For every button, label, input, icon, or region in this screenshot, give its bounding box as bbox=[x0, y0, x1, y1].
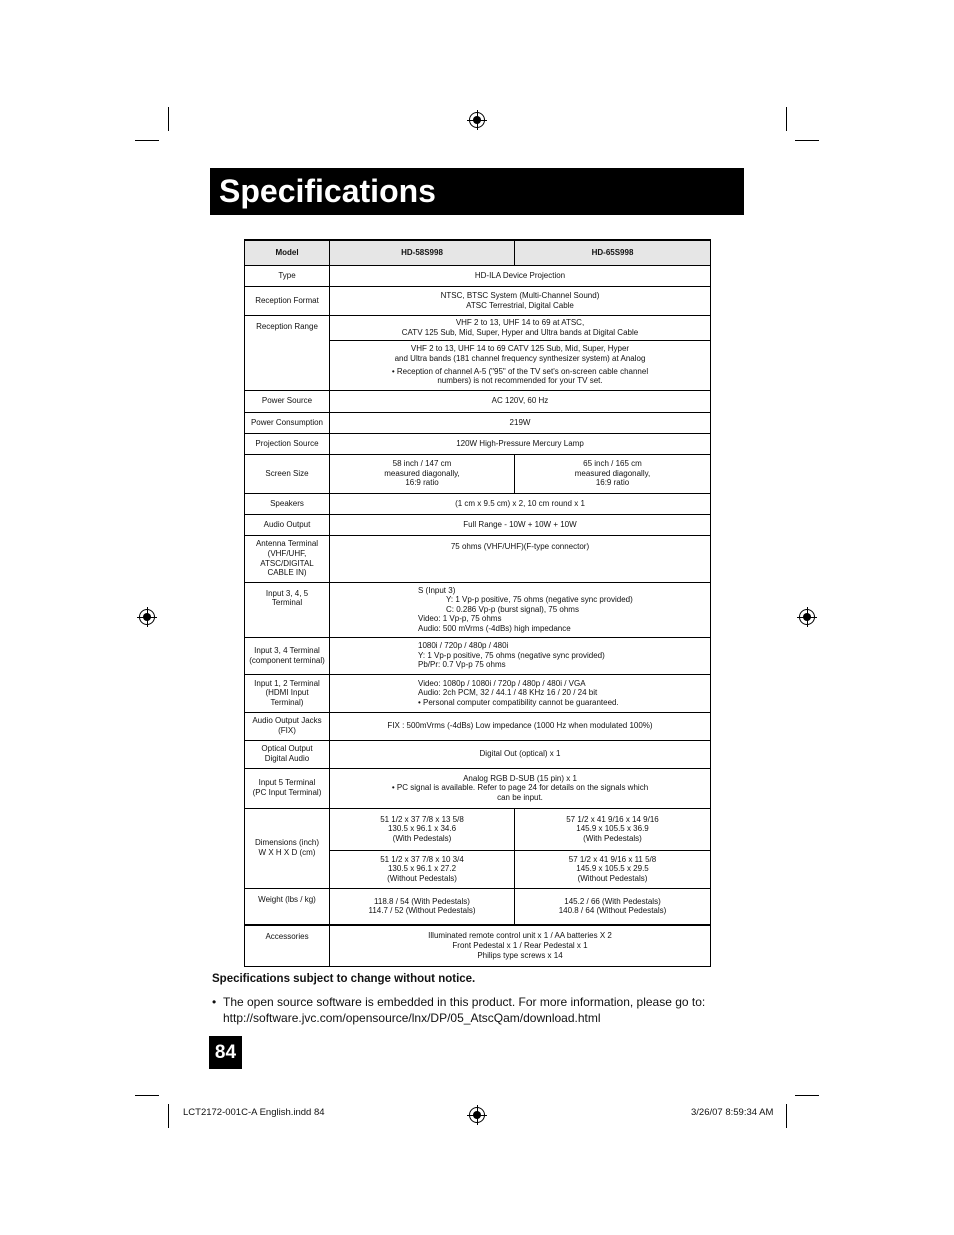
row-value: (1 cm x 9.5 cm) x 2, 10 cm round x 1 bbox=[330, 493, 711, 514]
table-header-row bbox=[245, 240, 711, 265]
table-row bbox=[245, 712, 711, 740]
page-number: 84 bbox=[209, 1036, 242, 1069]
open-source-url[interactable]: http://software.jvc.com/opensource/lnx/DP/05_AtscQam/download.html bbox=[223, 1010, 601, 1025]
header-model: Model bbox=[245, 240, 330, 265]
spec-table bbox=[244, 239, 711, 967]
table-row bbox=[245, 674, 711, 712]
row-label: Audio Output bbox=[245, 514, 330, 535]
table-row bbox=[245, 740, 711, 768]
title-bar bbox=[210, 168, 744, 215]
row-value: VHF 2 to 13, UHF 14 to 69 at ATSC, CATV 125 Sub, Mid, Super, Hyper and Ultra bands at Digital Cable bbox=[330, 315, 711, 340]
row-label: Input 3, 4 Terminal (component terminal) bbox=[245, 637, 330, 674]
footer-timestamp: 3/26/07 8:59:34 AM bbox=[691, 1107, 774, 1118]
crop-mark bbox=[135, 1095, 159, 1096]
registration-mark-icon bbox=[139, 609, 155, 625]
row-value: S (Input 3) Y: 1 Vp-p positive, 75 ohms (negative sync provided) C: 0.286 Vp-p (burst signal), 75 ohms Video: 1 Vp-p, 75 ohms Audio: 500 mVrms (-4dBs) high impedance bbox=[330, 582, 711, 637]
crop-mark bbox=[795, 1095, 819, 1096]
row-value: FIX : 500mVrms (-4dBs) Low impedance (1000 Hz when modulated 100%) bbox=[330, 712, 711, 740]
row-label: Screen Size bbox=[245, 454, 330, 493]
table-row bbox=[245, 808, 711, 850]
row-value: VHF 2 to 13, UHF 14 to 69 CATV 125 Sub, Mid, Super, Hyper and Ultra bands (181 channel frequency synthesizer system) at Analog • Reception of channel A-5 ("95" of the TV set's on-screen cable channel numbers) is not recommended for your TV set. bbox=[330, 340, 711, 390]
row-value-model-1: 58 inch / 147 cm measured diagonally, 16:9 ratio bbox=[330, 454, 515, 493]
table-row bbox=[245, 286, 711, 315]
table-row bbox=[245, 390, 711, 412]
row-value: 1080i / 720p / 480p / 480i Y: 1 Vp-p positive, 75 ohms (negative sync provided) Pb/Pr: 0.7 Vp-p 75 ohms bbox=[330, 637, 711, 674]
row-value: HD-ILA Device Projection bbox=[330, 265, 711, 286]
change-notice: Specifications subject to change without notice. bbox=[212, 973, 476, 985]
table-row bbox=[245, 637, 711, 674]
row-label: Input 3, 4, 5 Terminal bbox=[245, 582, 330, 637]
registration-mark-icon bbox=[469, 1107, 485, 1123]
row-value: 75 ohms (VHF/UHF)(F-type connector) bbox=[330, 535, 711, 582]
row-value: AC 120V, 60 Hz bbox=[330, 390, 711, 412]
row-label: Reception Format bbox=[245, 286, 330, 315]
row-value-model-1: 51 1/2 x 37 7/8 x 13 5/8 130.5 x 96.1 x 34.6 (With Pedestals) bbox=[330, 808, 515, 850]
crop-mark bbox=[786, 107, 787, 131]
table-row bbox=[245, 925, 711, 966]
crop-mark bbox=[168, 107, 169, 131]
table-row bbox=[245, 514, 711, 535]
row-label: Dimensions (inch) W X H X D (cm) bbox=[245, 808, 330, 888]
row-value: 120W High-Pressure Mercury Lamp bbox=[330, 433, 711, 454]
table-row bbox=[245, 582, 711, 637]
page-title: Specifications bbox=[219, 173, 436, 209]
registration-mark-icon bbox=[799, 609, 815, 625]
row-label: Power Consumption bbox=[245, 412, 330, 433]
crop-mark bbox=[135, 140, 159, 141]
row-value: NTSC, BTSC System (Multi-Channel Sound) ATSC Terrestrial, Digital Cable bbox=[330, 286, 711, 315]
open-source-note bbox=[212, 995, 752, 1026]
header-model-2: HD-65S998 bbox=[515, 240, 711, 265]
footer-filename: LCT2172-001C-A English.indd 84 bbox=[183, 1107, 325, 1118]
table-row bbox=[245, 535, 711, 582]
crop-mark bbox=[795, 140, 819, 141]
row-value: Video: 1080p / 1080i / 720p / 480p / 480i / VGA Audio: 2ch PCM, 32 / 44.1 / 48 KHz 16 / 20 / 24 bit • Personal computer compatibility cannot be guaranteed. bbox=[330, 674, 711, 712]
row-label: Speakers bbox=[245, 493, 330, 514]
row-label: Type bbox=[245, 265, 330, 286]
table-row bbox=[245, 493, 711, 514]
row-label: Accessories bbox=[245, 925, 330, 966]
header-model-1: HD-58S998 bbox=[330, 240, 515, 265]
table-row bbox=[245, 888, 711, 925]
table-row bbox=[245, 433, 711, 454]
table-row bbox=[245, 412, 711, 433]
table-row bbox=[245, 265, 711, 286]
row-label: Audio Output Jacks (FIX) bbox=[245, 712, 330, 740]
row-label: Input 1, 2 Terminal (HDMI Input Terminal) bbox=[245, 674, 330, 712]
row-value-model-1: 118.8 / 54 (With Pedestals) 114.7 / 52 (Without Pedestals) bbox=[330, 888, 515, 925]
row-value: Illuminated remote control unit x 1 / AA batteries X 2 Front Pedestal x 1 / Rear Pedestal x 1 Philips type screws x 14 bbox=[330, 925, 711, 966]
crop-mark bbox=[786, 1104, 787, 1128]
row-label: Projection Source bbox=[245, 433, 330, 454]
open-source-text: The open source software is embedded in this product. For more information, please go to: bbox=[223, 995, 706, 1009]
registration-mark-icon bbox=[469, 112, 485, 128]
row-label: Antenna Terminal (VHF/UHF, ATSC/DIGITAL CABLE IN) bbox=[245, 535, 330, 582]
row-value: 219W bbox=[330, 412, 711, 433]
row-value-model-2: 145.2 / 66 (With Pedestals) 140.8 / 64 (Without Pedestals) bbox=[515, 888, 711, 925]
row-value-model-2: 57 1/2 x 41 9/16 x 11 5/8 145.9 x 105.5 x 29.5 (Without Pedestals) bbox=[515, 850, 711, 888]
row-label: Optical Output Digital Audio bbox=[245, 740, 330, 768]
row-value: Digital Out (optical) x 1 bbox=[330, 740, 711, 768]
table-row bbox=[245, 454, 711, 493]
crop-mark bbox=[168, 1104, 169, 1128]
row-value-model-2: 57 1/2 x 41 9/16 x 14 9/16 145.9 x 105.5 x 36.9 (With Pedestals) bbox=[515, 808, 711, 850]
table-row bbox=[245, 315, 711, 340]
row-value-model-2: 65 inch / 165 cm measured diagonally, 16:9 ratio bbox=[515, 454, 711, 493]
row-label: Power Source bbox=[245, 390, 330, 412]
row-value: Full Range - 10W + 10W + 10W bbox=[330, 514, 711, 535]
row-label: Reception Range bbox=[245, 315, 330, 390]
row-value: Analog RGB D-SUB (15 pin) x 1 • PC signal is available. Refer to page 24 for details on the signals which can be input. bbox=[330, 768, 711, 808]
table-row bbox=[245, 768, 711, 808]
row-value-model-1: 51 1/2 x 37 7/8 x 10 3/4 130.5 x 96.1 x 27.2 (Without Pedestals) bbox=[330, 850, 515, 888]
bullet-symbol: • bbox=[212, 995, 217, 1009]
row-label: Input 5 Terminal (PC Input Terminal) bbox=[245, 768, 330, 808]
row-label: Weight (lbs / kg) bbox=[245, 888, 330, 925]
